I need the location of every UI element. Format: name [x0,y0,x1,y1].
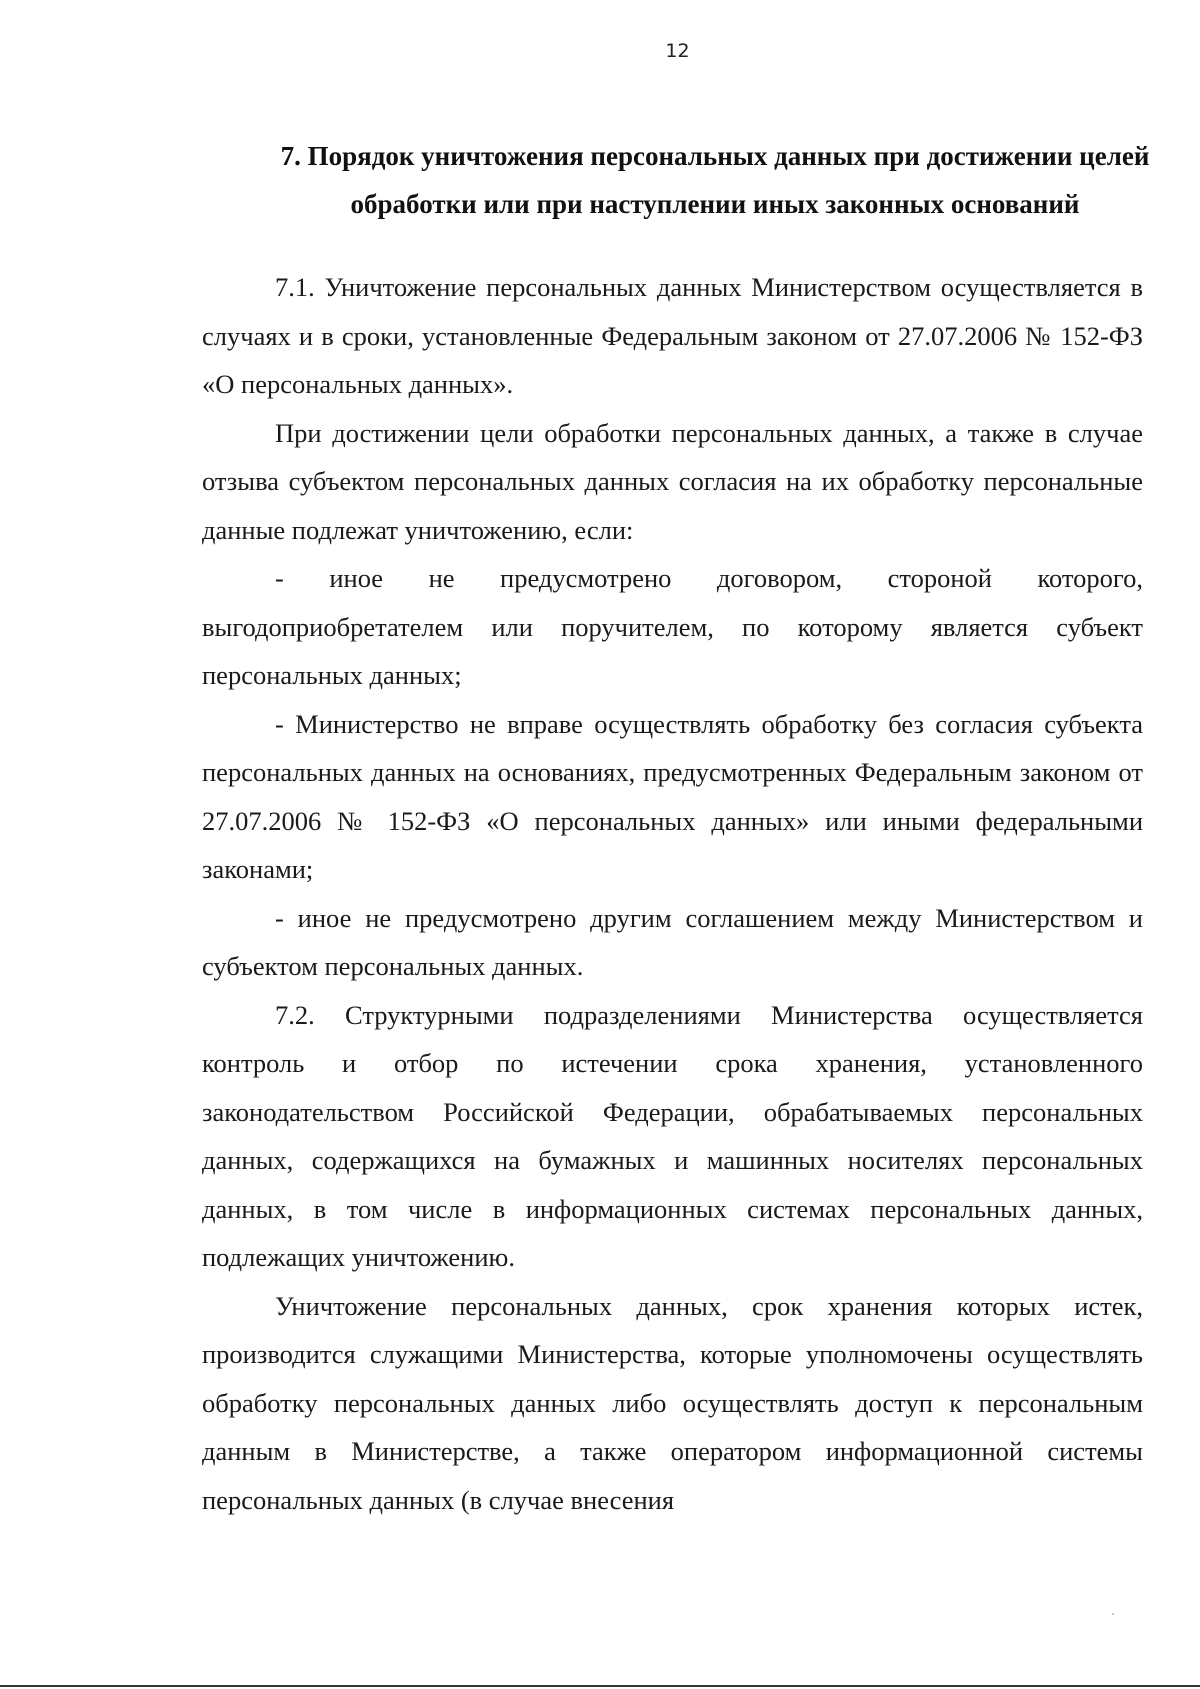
section-heading: 7. Порядок уничтожения персональных данных при достижении целей обработки или при наступлении иных законных оснований [280,141,1150,219]
list-item-agreement: - иное не предусмотрено другим соглашением между Министерством и субъектом персональных данных. [202,902,1143,981]
list-item-no-consent: - Министерство не вправе осуществлять обработку без согласия субъекта персональных данных на основаниях, предусмотренных Федеральным законом от 27.07.2006 № 152-ФЗ «О персональных данных» или иными федеральными законами; [202,708,1143,884]
paragraph-7-2: 7.2. Структурными подразделениями Министерства осуществляется контроль и отбор по истечении срока хранения, установленного законодательством Российской Федерации, обрабатываемых персональных данных, содержащихся на бумажных и машинных носителях персональных данных, в том числе в информационных системах персональных данных, подлежащих уничтожению. [202,999,1143,1272]
list-item-contract: - иное не предусмотрено договором, стороной которого, выгодоприобретателем или поручителем, по которому является субъект персональных данных; [202,563,1143,690]
bottom-rule [0,1685,1200,1687]
paragraph-7-1: 7.1. Уничтожение персональных данных Министерством осуществляется в случаях и в сроки, установленные Федеральным законом от 27.07.2006 № 152-ФЗ «О персональных данных». [202,272,1143,399]
page-number: 12 [665,40,690,62]
paragraph-destruction-conditions: При достижении цели обработки персональных данных, а также в случае отзыва субъектом персональных данных согласия на их обработку персональные данные подлежат уничтожению, если: [202,417,1143,545]
document-body [202,263,1143,1524]
scan-artifact-dot [1112,1613,1114,1615]
paragraph-destruction-performers: Уничтожение персональных данных, срок хранения которых истек, производится служащими Министерства, которые уполномочены осуществлять обработку персональных данных либо осуществлять доступ к персональным данным в Министерстве, а также оператором информационной системы персональных данных (в случае внесения [202,1290,1143,1515]
